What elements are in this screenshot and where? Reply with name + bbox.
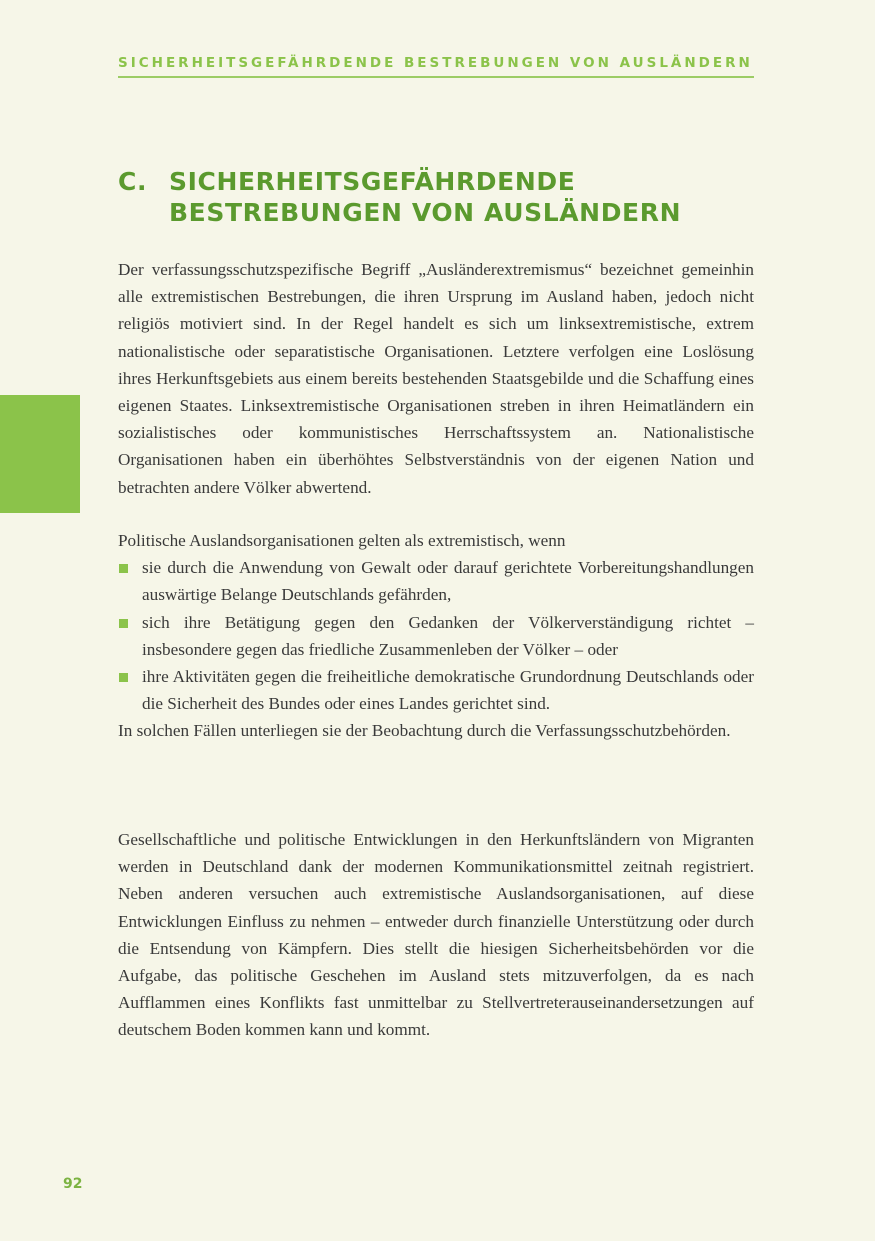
square-bullet-icon xyxy=(119,564,128,573)
criteria-list xyxy=(118,554,754,717)
chapter-title xyxy=(118,166,681,228)
criteria-intro: Politische Auslandsorganisationen gelten als extremistisch, wenn xyxy=(118,531,566,550)
intro-paragraph xyxy=(118,256,754,501)
square-bullet-icon xyxy=(119,673,128,682)
list-item-text: ihre Aktivitäten gegen die freiheitliche demokratische Grundordnung Deutschlands oder die Sicherheit des Bundes oder eines Landes gerichtet sind. xyxy=(142,667,754,714)
square-bullet-icon xyxy=(119,619,128,628)
paragraph-text: Gesellschaftliche und politische Entwicklungen in den Herkunftsländern von Migranten werden in Deutschland dank der modernen Kommunikationsmittel zeitnah registriert. Neben anderen versuchen auch extremistische Auslandsorganisationen, auf diese Entwicklungen Einfluss zu nehmen – entweder durch finanzielle Unterstützung oder durch die Entsendung von Kämpfern. Dies stellt die hiesigen Sicherheitsbehörden vor die Aufgabe, das politische Geschehen im Ausland stets mitzuverfolgen, da es nach Aufflammen eines Konflikts fast unmittelbar zu Stellvertreterauseinandersetzungen auf deutschem Boden kommen kann und kommt. xyxy=(118,830,754,1040)
criteria-outro: In solchen Fällen unterliegen sie der Beobachtung durch die Verfassungsschutzbehörden. xyxy=(118,721,731,741)
list-item-text: sie durch die Anwendung von Gewalt oder darauf gerichtete Vorbereitungshandlungen auswärtige Belange Deutschlands gefährden, xyxy=(142,558,754,605)
section-side-tab xyxy=(0,395,80,513)
chapter-letter: C. xyxy=(118,167,148,196)
running-header: SICHERHEITSGEFÄHRDENDE BESTREBUNGEN VON AUSLÄNDERN xyxy=(118,55,753,71)
developments-paragraph xyxy=(118,826,754,1044)
paragraph-text: Der verfassungsschutzspezifische Begriff „Ausländerextremismus“ bezeichnet gemeinhin alle extremistischen Bestrebungen, die ihren Ursprung im Ausland haben, jedoch nicht religiös motiviert sind. In der Regel handelt es sich um linksextremistische, extrem nationalistische oder separatistische Organisationen. Letztere verfolgen eine Loslösung ihres Herkunftsgebiets aus einem bereits bestehenden Staatsgebilde und die Schaffung eines eigenen Staates. Linksextremistische Organisationen streben in ihren Heimatländern ein sozialistisches oder kommunistisches Herrschaftssystem an. Nationalistische Organisationen haben ein überhöhtes Selbstverständnis von der eigenen Nation und betrachten andere Völker abwertend. xyxy=(118,260,754,497)
list-item xyxy=(118,554,754,608)
list-item xyxy=(118,609,754,663)
list-item xyxy=(118,663,754,717)
chapter-title-line2: BESTREBUNGEN VON AUSLÄNDERN xyxy=(169,198,682,227)
chapter-title-text1: SICHERHEITSGEFÄHRDENDE xyxy=(169,167,576,196)
chapter-title-line1 xyxy=(118,166,681,197)
list-item-text: sich ihre Betätigung gegen den Gedanken der Völkerverständigung richtet – insbesondere gegen das friedliche Zusammenleben der Völker – oder xyxy=(142,612,754,659)
criteria-block xyxy=(118,527,754,745)
header-rule xyxy=(118,76,754,78)
page-number: 92 xyxy=(63,1176,83,1192)
